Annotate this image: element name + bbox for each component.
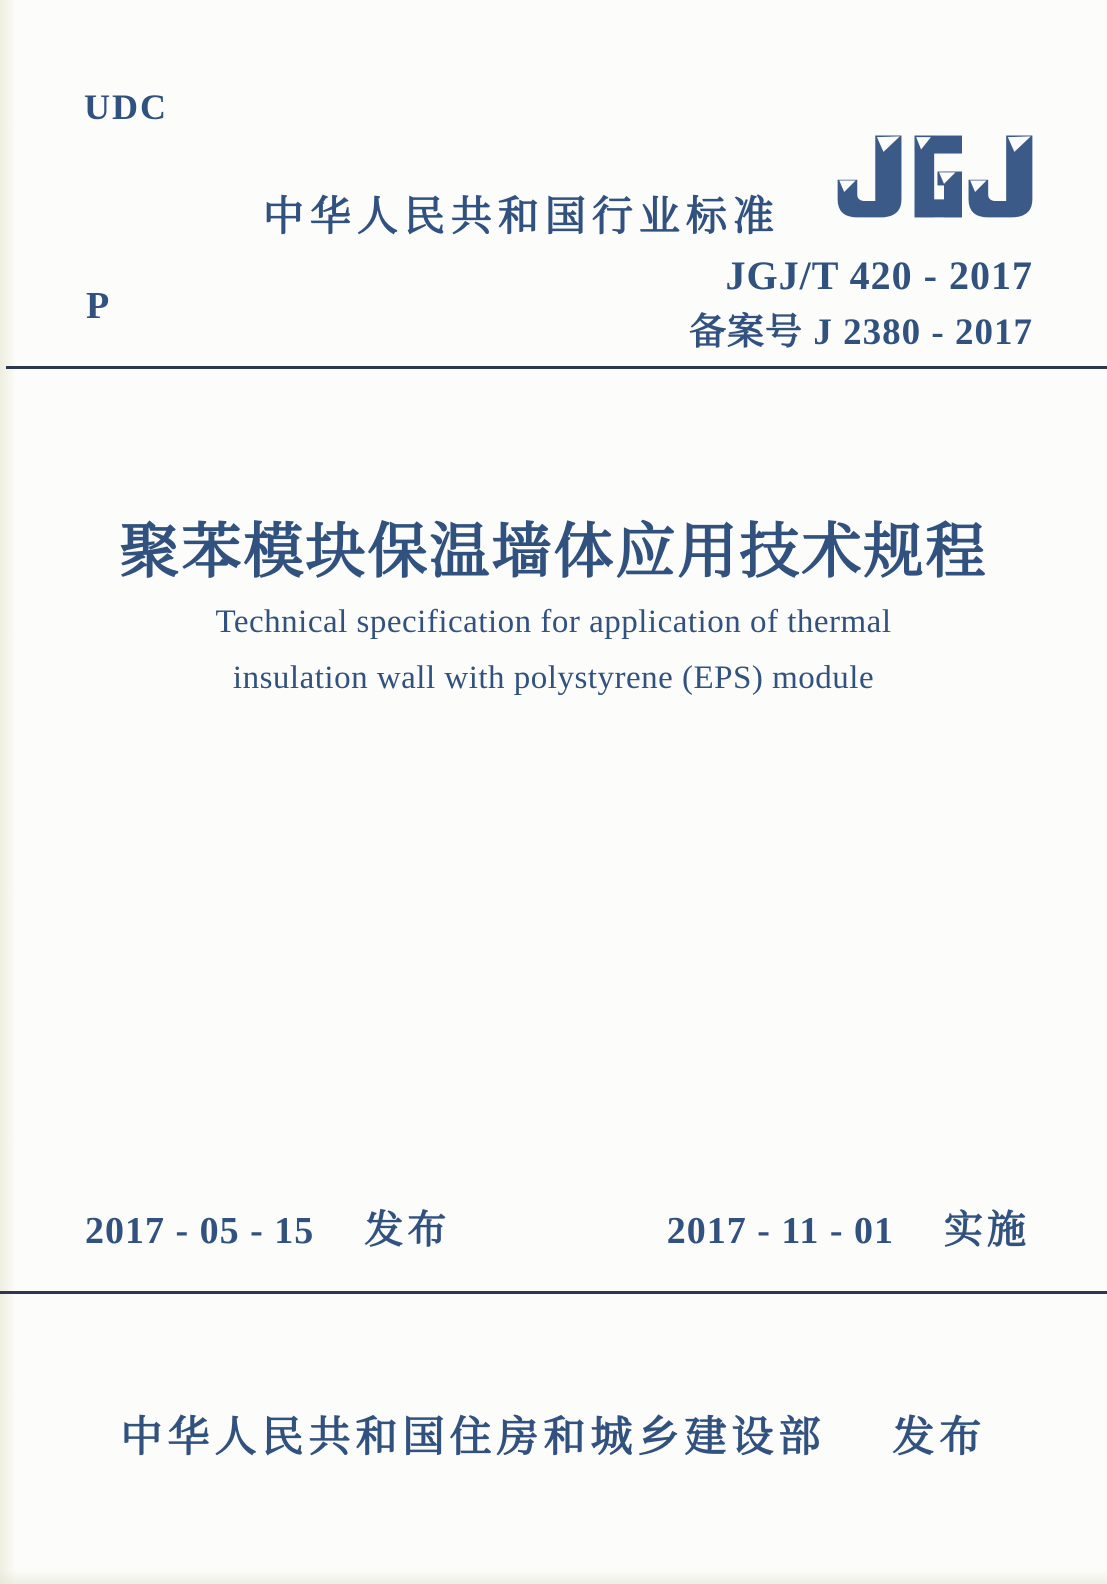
publisher-line: [0, 1404, 1107, 1464]
issue-label: 发布: [364, 1209, 451, 1252]
date-row: [85, 1199, 1030, 1255]
header-divider-line: [6, 366, 1107, 369]
chinese-title: 聚苯模块保温墙体应用技术规程: [119, 519, 988, 585]
footer-divider-line: [0, 1291, 1107, 1294]
implement-date: 2017 - 11 - 01: [666, 1210, 894, 1252]
standard-number: JGJ/T 420 - 2017: [725, 253, 1033, 298]
publisher-action: 发布: [892, 1413, 987, 1460]
publisher-name: 中华人民共和国住房和城乡建设部: [120, 1413, 826, 1460]
english-title-line2: insulation wall with polystyrene (EPS) module: [232, 660, 875, 696]
p-classification-label: P: [86, 285, 110, 327]
jgj-logo: [836, 129, 1034, 224]
english-title-line1: Technical specification for application of thermal: [215, 604, 892, 640]
implement-date-block: [667, 1199, 1030, 1255]
standard-type-heading: 中华人民共和国行业标准: [263, 193, 780, 239]
implement-label: 实施: [943, 1209, 1030, 1252]
udc-label: UDC: [84, 87, 168, 127]
record-number: 备案号 J 2380 - 2017: [689, 312, 1033, 353]
issue-date: 2017 - 05 - 15: [85, 1210, 315, 1252]
issue-date-block: [85, 1199, 450, 1255]
